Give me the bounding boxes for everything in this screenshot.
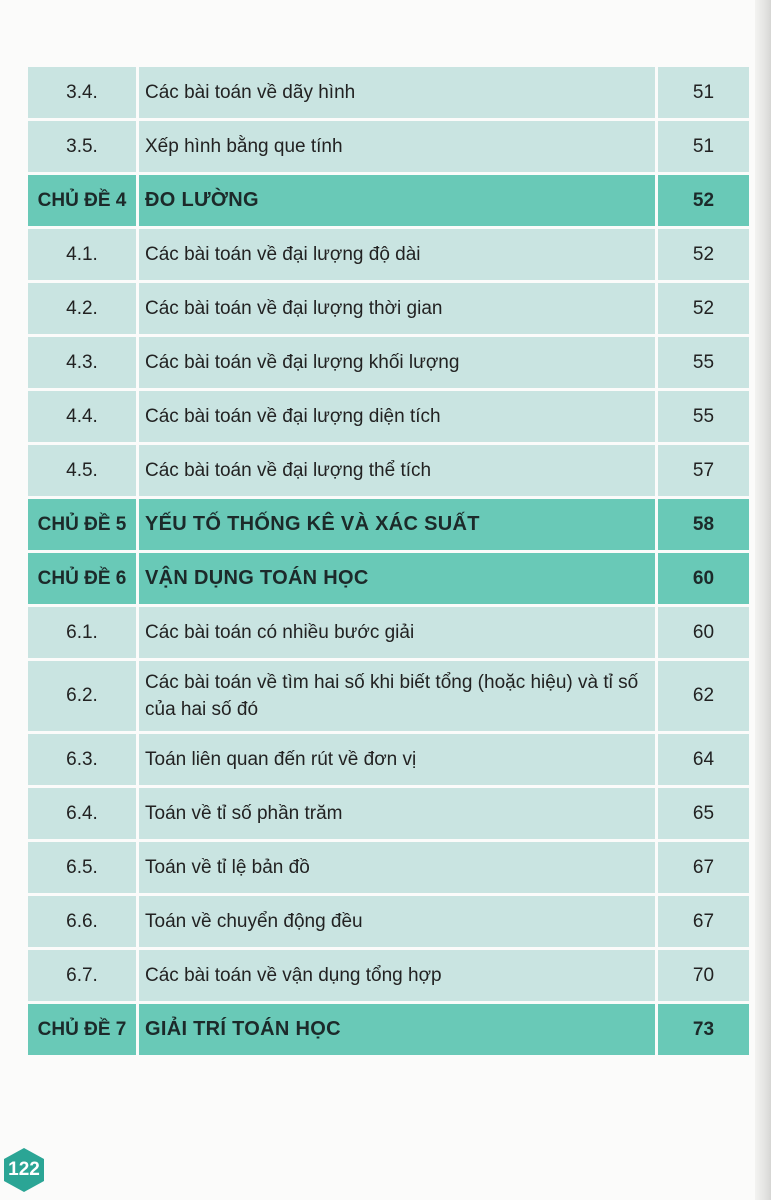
toc-page: 67 (658, 842, 749, 893)
toc-page: 55 (658, 337, 749, 388)
toc-number: 3.4. (28, 67, 136, 118)
toc-page: 58 (658, 499, 749, 550)
toc-number: 4.4. (28, 391, 136, 442)
toc-title: Toán liên quan đến rút về đơn vị (139, 734, 655, 785)
toc-chapter-row (28, 175, 749, 226)
toc-title: Các bài toán về đại lượng thể tích (139, 445, 655, 496)
toc-row (28, 391, 749, 442)
toc-page: 52 (658, 283, 749, 334)
toc-number: 6.6. (28, 896, 136, 947)
toc-title: Các bài toán có nhiều bước giải (139, 607, 655, 658)
toc-title: Toán về chuyển động đều (139, 896, 655, 947)
toc-title: ĐO LƯỜNG (139, 175, 655, 226)
toc-number: 4.2. (28, 283, 136, 334)
toc-title: Các bài toán về dãy hình (139, 67, 655, 118)
toc-page: 60 (658, 607, 749, 658)
toc-chapter-row (28, 553, 749, 604)
toc-page: 51 (658, 67, 749, 118)
toc-title: Các bài toán về đại lượng độ dài (139, 229, 655, 280)
toc-title: Các bài toán về vận dụng tổng hợp (139, 950, 655, 1001)
toc-title: YẾU TỐ THỐNG KÊ VÀ XÁC SUẤT (139, 499, 655, 550)
toc-row (28, 842, 749, 893)
toc-row (28, 229, 749, 280)
toc-page: 60 (658, 553, 749, 604)
toc-row (28, 121, 749, 172)
page-edge-shadow (755, 0, 771, 1200)
toc-row (28, 283, 749, 334)
toc-title: Toán về tỉ số phần trăm (139, 788, 655, 839)
toc-number: 6.5. (28, 842, 136, 893)
toc-row (28, 337, 749, 388)
toc-number: 6.2. (28, 661, 136, 731)
toc-number: 4.5. (28, 445, 136, 496)
toc-row (28, 950, 749, 1001)
toc-number: 6.4. (28, 788, 136, 839)
toc-page: 57 (658, 445, 749, 496)
toc-number: 6.3. (28, 734, 136, 785)
toc-page: 62 (658, 661, 749, 731)
toc-page: 67 (658, 896, 749, 947)
table-of-contents (28, 67, 749, 1058)
toc-title: Toán về tỉ lệ bản đồ (139, 842, 655, 893)
toc-row (28, 607, 749, 658)
toc-title: Các bài toán về đại lượng diện tích (139, 391, 655, 442)
toc-page: 52 (658, 175, 749, 226)
toc-number: CHỦ ĐỀ 6 (28, 553, 136, 604)
toc-chapter-row (28, 1004, 749, 1055)
toc-title: Xếp hình bằng que tính (139, 121, 655, 172)
toc-row (28, 788, 749, 839)
toc-number: CHỦ ĐỀ 7 (28, 1004, 136, 1055)
toc-title: Các bài toán về đại lượng thời gian (139, 283, 655, 334)
toc-number: CHỦ ĐỀ 5 (28, 499, 136, 550)
toc-title: Các bài toán về đại lượng khối lượng (139, 337, 655, 388)
toc-number: 6.7. (28, 950, 136, 1001)
toc-title: GIẢI TRÍ TOÁN HỌC (139, 1004, 655, 1055)
toc-page: 70 (658, 950, 749, 1001)
toc-chapter-row (28, 499, 749, 550)
toc-number: CHỦ ĐỀ 4 (28, 175, 136, 226)
toc-row (28, 67, 749, 118)
toc-number: 4.1. (28, 229, 136, 280)
toc-page: 52 (658, 229, 749, 280)
toc-number: 4.3. (28, 337, 136, 388)
toc-title: Các bài toán về tìm hai số khi biết tổng (hoặc hiệu) và tỉ số của hai số đó (139, 661, 655, 731)
page-number-badge (4, 1148, 44, 1192)
toc-page: 51 (658, 121, 749, 172)
toc-row (28, 734, 749, 785)
toc-row (28, 896, 749, 947)
toc-page: 65 (658, 788, 749, 839)
toc-page: 55 (658, 391, 749, 442)
toc-title: VẬN DỤNG TOÁN HỌC (139, 553, 655, 604)
toc-page: 73 (658, 1004, 749, 1055)
toc-row (28, 445, 749, 496)
page-number: 122 (8, 1159, 40, 1180)
toc-number: 6.1. (28, 607, 136, 658)
toc-page: 64 (658, 734, 749, 785)
toc-row (28, 661, 749, 731)
toc-number: 3.5. (28, 121, 136, 172)
